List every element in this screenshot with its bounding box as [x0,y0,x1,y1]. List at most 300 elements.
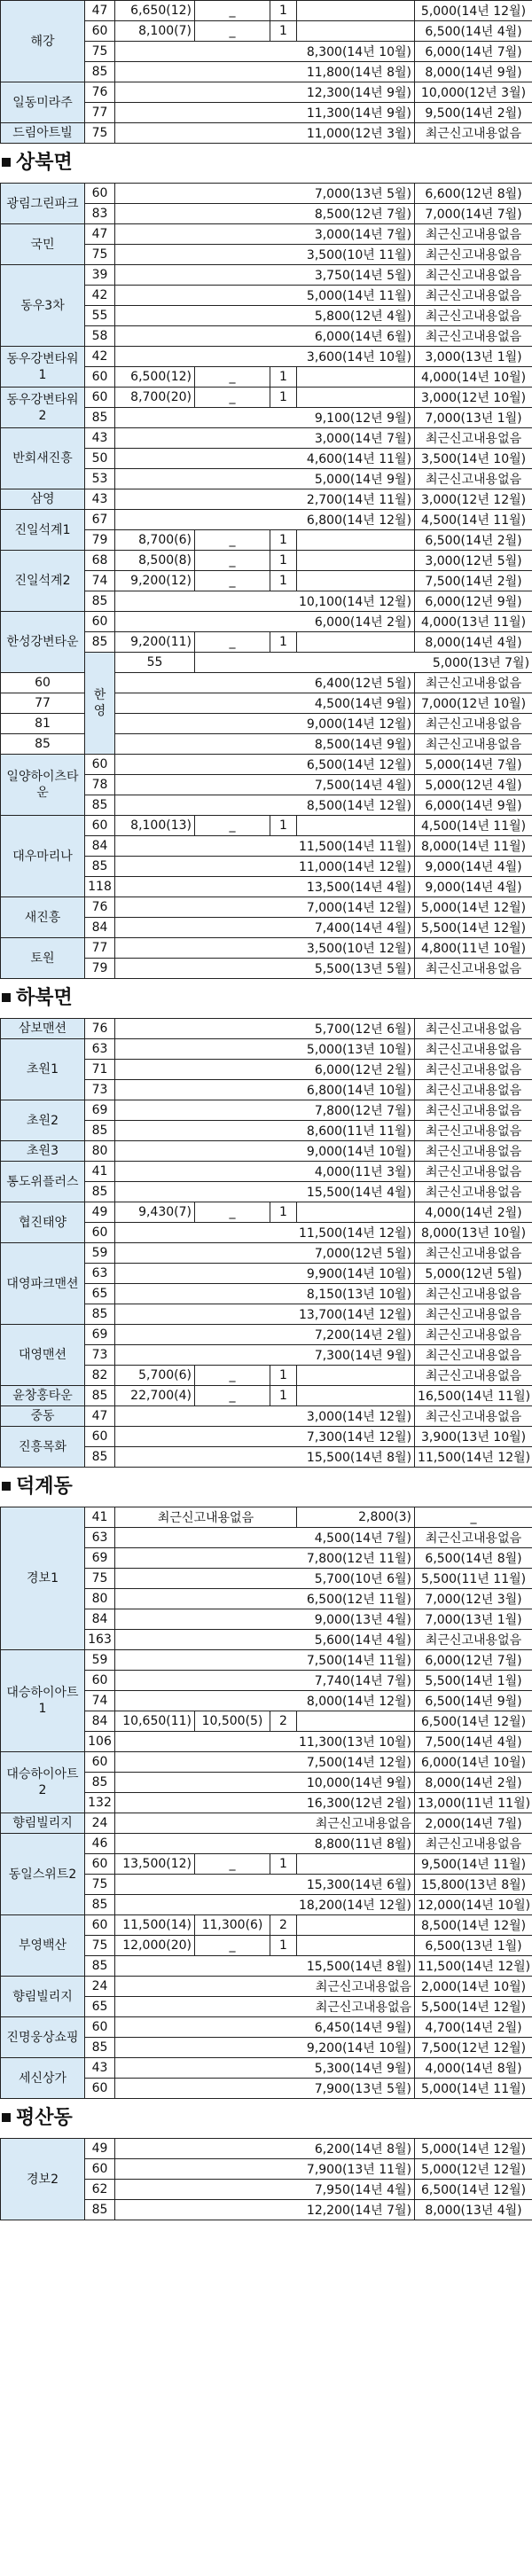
complex-name-cell: 협진태양 [1,1202,85,1243]
table-row [1,714,532,734]
complex-name-cell: 일양하이츠타운 [1,755,85,816]
sale-price-cell: 12,000(20) [115,1936,195,1956]
count-cell: 1 [270,1936,297,1956]
rent-price-cell: 최근신고내용없음 [415,1243,532,1264]
table-row [1,755,532,775]
complex-name-cell: 윤창홍타운 [1,1386,85,1406]
sale-price-cell: 8,500(8) [115,551,195,571]
sale-price-cell: 4,500(14년 7월) [115,1528,415,1548]
rent-price-cell: 최근신고내용없음 [415,1284,532,1304]
table-row [1,1427,532,1447]
sale-price-cell: 7,500(14년 11월) [115,1650,415,1671]
table-row [1,347,532,367]
sale-price-cell: 7,800(12년 11월) [115,1548,415,1569]
rent-price-cell: 6,500(14년 9월) [415,1691,532,1711]
rent-price-cell: 최근신고내용없음 [415,1100,532,1121]
complex-name-cell: 반회새진흥 [1,428,85,489]
rent-price-cell: 5,000(14년 11월) [415,2079,532,2099]
size-cell: 77 [85,103,115,123]
complex-name-cell: 향림빌리지 [1,1977,85,2017]
size-cell: 55 [115,653,195,673]
rent-price-cell: 5,000(14년 12월) [415,897,532,918]
complex-name-cell: 향림빌리지 [1,1813,85,1834]
rent-price-cell: 6,500(14년 2월) [415,530,532,551]
size-cell: 68 [85,551,115,571]
sale-price-cell: 6,000(14년 2월) [115,612,415,632]
size-cell: 47 [85,224,115,245]
rent-price-cell: 최근신고내용없음 [415,1141,532,1162]
table-row [1,612,532,632]
size-cell: 85 [85,1956,115,1977]
size-cell: 63 [85,1528,115,1548]
size-cell: 42 [85,347,115,367]
count-cell: 1 [270,530,297,551]
size-cell: 76 [85,1019,115,1039]
rent-price-cell: 7,000(13년 1월) [415,1609,532,1630]
size-cell: 43 [85,428,115,449]
rent-price-cell: 8,000(14년 9월) [415,62,532,82]
table-row [1,1019,532,1039]
size-cell: 74 [85,1691,115,1711]
sale-price-cell: 6,800(14년 10월) [115,1080,415,1100]
sale-price-cell: 9,200(12) [115,571,195,591]
rent-price-cell: 최근신고내용없음 [415,1630,532,1650]
table-row [1,816,532,836]
table-row [1,1650,532,1671]
size-cell: 75 [85,1936,115,1956]
size-cell: 41 [85,1507,115,1528]
rent-price-cell: 4,700(14년 2월) [415,2017,532,2038]
table-row [1,1915,532,1936]
sale-price-cell: _ [195,1202,270,1223]
sale-price-cell: 3,000(14년 7월) [115,224,415,245]
count-cell: 1 [270,1386,297,1406]
sale-price-cell: 8,100(13) [115,816,195,836]
sale-price-cell: 5,700(12년 6월) [115,1019,415,1039]
sale-price-cell: 4,600(14년 11월) [115,449,415,469]
rent-price-cell: 6,500(14년 4월) [415,21,532,42]
rent-price-cell: 6,600(12년 8월) [415,184,532,204]
empty-cell [297,1936,415,1956]
complex-name-cell: 진명웅상쇼핑 [1,2017,85,2058]
rent-price-cell: 최근신고내용없음 [415,1080,532,1100]
rent-price-cell: 5,500(11년 11월) [415,1569,532,1589]
sale-price-cell: 5,300(14년 9월) [115,2058,415,2079]
sale-price-cell: 8,300(14년 10월) [115,42,415,62]
size-cell: 84 [85,836,115,857]
rent-price-cell: 7,500(14년 2월) [415,571,532,591]
rent-price-cell: 3,000(12년 5월) [415,551,532,571]
table-row [1,1813,532,1834]
sale-price-cell: 7,200(14년 2월) [115,1325,415,1345]
complex-name-cell: 대승하이아트2 [1,1752,85,1813]
sale-price-cell: 최근신고내용없음 [115,1997,415,2017]
rent-price-cell: 6,500(14년 12월) [415,2180,532,2200]
complex-name-cell: 동우강변타워2 [1,388,85,428]
table-row [1,224,532,245]
rent-price-cell: 6,000(14년 10월) [415,1752,532,1773]
sale-price-cell: 9,000(14년 10월) [115,1141,415,1162]
rent-price-cell: 최근신고내용없음 [415,1406,532,1427]
sale-price-cell: 5,600(14년 4월) [115,1630,415,1650]
table-row [1,388,532,408]
size-cell: 63 [85,1039,115,1060]
complex-name-cell: 진흥목화 [1,1427,85,1468]
size-cell: 75 [85,123,115,144]
size-cell: 77 [85,938,115,959]
rent-price-cell: 7,000(12년 10월) [415,693,532,714]
size-cell: 60 [85,2017,115,2038]
sale-price-cell: 8,700(20) [115,388,195,408]
rent-price-cell: 3,000(12년 12월) [415,489,532,510]
sale-price-cell: 3,500(10년 11월) [115,245,415,265]
sale-price-cell: 7,500(14년 4월) [115,775,415,795]
sale-price-cell: 6,800(14년 12월) [115,510,415,530]
rent-price-cell: 7,000(12년 3월) [415,1589,532,1609]
size-cell: 60 [85,612,115,632]
sale-price-cell: 15,500(14년 8월) [115,1447,415,1468]
empty-cell [297,530,415,551]
rent-price-cell: 최근신고내용없음 [415,1366,532,1386]
complex-name-cell: 드림아트빌 [1,123,85,144]
sale-price-cell: _ [195,551,270,571]
rent-price-cell: 8,500(14년 12월) [415,1915,532,1936]
empty-cell [297,367,415,388]
size-cell: 84 [85,918,115,938]
count-cell: 1 [270,551,297,571]
sale-price-cell: 11,300(13년 10월) [115,1732,415,1752]
sale-price-cell: 3,600(14년 10월) [115,347,415,367]
size-cell: 85 [85,591,115,612]
rent-price-cell: 4,800(11년 10월) [415,938,532,959]
size-cell: 24 [85,1977,115,1997]
rent-price-cell: 최근신고내용없음 [415,734,532,755]
sale-price-cell: 7,000(13년 5월) [115,184,415,204]
sale-price-cell: 16,300(12년 2월) [115,1793,415,1813]
complex-name-cell: 일동미라주 [1,82,85,123]
complex-name-cell: 경보2 [1,2139,85,2220]
sale-price-cell: 6,650(12) [115,1,195,21]
size-cell: 59 [85,1243,115,1264]
complex-name-cell: 한성강변타운 [1,612,85,673]
size-cell: 60 [85,1854,115,1875]
size-cell: 83 [85,204,115,224]
size-cell: 65 [85,1997,115,2017]
size-cell: 47 [85,1,115,21]
sale-price-cell: 6,000(12년 2월) [115,1060,415,1080]
sale-price-cell: 3,000(14년 12월) [115,1406,415,1427]
table-row [1,1243,532,1264]
price-table [0,2138,532,2220]
sale-price-cell: 7,300(14년 12월) [115,1427,415,1447]
size-cell: 60 [85,755,115,775]
sale-price-cell: 3,750(14년 5월) [115,265,415,286]
table-row [1,510,532,530]
sale-price-cell: 4,000(11년 3월) [115,1162,415,1182]
sale-price-cell: 8,800(11년 8월) [115,1834,415,1854]
complex-name-cell: 초원1 [1,1039,85,1100]
size-cell: 60 [85,1752,115,1773]
table-row [1,1,532,21]
sale-price-cell: 15,500(14년 4월) [115,1182,415,1202]
rent-price-cell: 4,000(14년 8월) [415,2058,532,2079]
sale-price-cell: 5,000(13년 7월) [195,653,532,673]
price-table [0,1507,532,2099]
count-cell: 1 [270,367,297,388]
price-table [0,183,532,979]
rent-price-cell: 3,900(13년 10월) [415,1427,532,1447]
sale-price-cell: 13,500(12) [115,1854,195,1875]
rent-price-cell: 13,000(11년 11월) [415,1793,532,1813]
size-cell: 69 [85,1325,115,1345]
rent-price-cell: 최근신고내용없음 [415,469,532,489]
size-cell: 58 [85,326,115,347]
sale-price-cell: 6,500(12) [115,367,195,388]
size-cell: 42 [85,286,115,306]
count-cell: 1 [270,632,297,653]
sale-price-cell: _ [195,1854,270,1875]
rent-price-cell: 10,000(12년 3월) [415,82,532,103]
sale-price-cell: 7,000(14년 12월) [115,897,415,918]
sale-price-cell: 8,500(12년 7월) [115,204,415,224]
rent-price-cell: 최근신고내용없음 [415,1019,532,1039]
table-row [1,734,532,755]
complex-name-cell: 한영 [85,653,115,755]
sale-price-cell: 9,000(14년 12월) [115,714,415,734]
table-row [1,1100,532,1121]
sale-price-cell: 11,500(14년 11월) [115,836,415,857]
complex-name-cell: 국민 [1,224,85,265]
rent-price-cell: 최근신고내용없음 [415,306,532,326]
sale-price-cell: 5,500(13년 5월) [115,959,415,979]
count-cell: 1 [270,1366,297,1386]
size-cell: 85 [85,2038,115,2058]
rent-price-cell: 9,500(14년 11월) [415,1854,532,1875]
sale-price-cell: 11,300(14년 9월) [115,103,415,123]
table-row [1,2139,532,2159]
section-title: 하북면 [0,979,532,1018]
rent-price-cell: 최근신고내용없음 [415,1834,532,1854]
empty-cell [297,388,415,408]
sale-price-cell: _ [195,367,270,388]
rent-price-cell: 4,000(14년 10월) [415,367,532,388]
sale-price-cell: 10,000(14년 9월) [115,1773,415,1793]
sale-price-cell: 5,800(12년 4월) [115,306,415,326]
empty-cell [297,1366,415,1386]
complex-name-cell: 진일석계1 [1,510,85,551]
size-cell: 43 [85,2058,115,2079]
sale-price-cell: 7,800(12년 7월) [115,1100,415,1121]
complex-name-cell: 토원 [1,938,85,979]
sale-price-cell: 5,700(10년 6월) [115,1569,415,1589]
size-cell: 69 [85,1100,115,1121]
size-cell: 85 [85,408,115,428]
size-cell: 163 [85,1630,115,1650]
sale-price-cell: 9,900(14년 10월) [115,1264,415,1284]
sale-price-cell: _ [195,571,270,591]
rent-price-cell: 최근신고내용없음 [415,959,532,979]
size-cell: 132 [85,1793,115,1813]
rent-price-cell: 최근신고내용없음 [415,1060,532,1080]
sale-price-cell: 13,500(14년 4월) [115,877,415,897]
sale-price-cell: 2,700(14년 11월) [115,489,415,510]
rent-price-cell: 5,000(12년 4월) [415,775,532,795]
sale-price-cell: 10,500(5) [195,1711,270,1732]
table-row [1,1202,532,1223]
rent-price-cell: 6,500(13년 1월) [415,1936,532,1956]
size-cell: 85 [85,1895,115,1915]
rent-price-cell: 8,000(13년 10월) [415,1223,532,1243]
sale-price-cell: _ [195,21,270,42]
sale-price-cell: 9,100(12년 9월) [115,408,415,428]
size-cell: 75 [85,245,115,265]
rent-price-cell: 8,000(13년 4월) [415,2200,532,2220]
size-cell: 60 [85,1915,115,1936]
size-cell: 53 [85,469,115,489]
size-cell: 82 [85,1366,115,1386]
size-cell: 46 [85,1834,115,1854]
sale-price-cell: 8,150(13년 10월) [115,1284,415,1304]
sale-price-cell: 5,700(6) [115,1366,195,1386]
size-cell: 50 [85,449,115,469]
size-cell: 77 [1,693,85,714]
complex-name-cell: 대영파크맨션 [1,1243,85,1325]
sale-price-cell: 11,800(14년 8월) [115,62,415,82]
sale-price-cell: _ [195,388,270,408]
size-cell: 85 [85,1386,115,1406]
sale-price-cell: 7,300(14년 9월) [115,1345,415,1366]
table-row [1,1406,532,1427]
size-cell: 60 [1,673,85,693]
section-title: 상북면 [0,144,532,183]
sale-price-cell: 7,500(14년 12월) [115,1752,415,1773]
rent-price-cell: 7,000(14년 7월) [415,204,532,224]
complex-name-cell: 새진흥 [1,897,85,938]
sale-price-cell: 15,500(14년 8월) [115,1956,415,1977]
empty-cell [297,1711,415,1732]
rent-price-cell: 최근신고내용없음 [415,1162,532,1182]
size-cell: 85 [85,1182,115,1202]
sale-price-cell: 8,500(14년 12월) [115,795,415,816]
sale-price-cell: 5,000(14년 9월) [115,469,415,489]
empty-cell [297,1,415,21]
size-cell: 80 [85,1589,115,1609]
rent-price-cell: 4,000(13년 11월) [415,612,532,632]
size-cell: 85 [85,1121,115,1141]
sale-price-cell: 6,500(12년 11월) [115,1589,415,1609]
rent-price-cell: 2,800(3) [297,1507,415,1528]
sale-price-cell: 22,700(4) [115,1386,195,1406]
sale-price-cell: 7,950(14년 4월) [115,2180,415,2200]
sale-price-cell: 7,900(13년 5월) [115,2079,415,2099]
sale-price-cell: 9,200(11) [115,632,195,653]
sale-price-cell: 11,000(14년 12월) [115,857,415,877]
rent-price-cell: 3,000(13년 1월) [415,347,532,367]
rent-price-cell: 7,500(14년 4월) [415,1732,532,1752]
table-row [1,1325,532,1345]
sale-price-cell: 3,500(10년 12월) [115,938,415,959]
sale-price-cell: 8,000(14년 12월) [115,1691,415,1711]
rent-price-cell: 5,500(14년 1월) [415,1671,532,1691]
size-cell: 71 [85,1060,115,1080]
size-cell: 75 [85,42,115,62]
rent-price-cell: 최근신고내용없음 [415,1182,532,1202]
sale-price-cell: 6,400(12년 5월) [115,673,415,693]
rent-price-cell: 3,500(14년 10월) [415,449,532,469]
table-row [1,1507,532,1528]
size-cell: 60 [85,2159,115,2180]
rent-price-cell: 최근신고내용없음 [415,714,532,734]
rent-price-cell: 최근신고내용없음 [415,1528,532,1548]
sale-price-cell: 최근신고내용없음 [115,1813,415,1834]
table-row [1,1977,532,1997]
size-cell: 85 [85,62,115,82]
size-cell: 24 [85,1813,115,1834]
table-row [1,1386,532,1406]
complex-name-cell: 부영백산 [1,1915,85,1977]
price-table [0,0,532,144]
size-cell: 73 [85,1080,115,1100]
rent-price-cell: 11,500(14년 12월) [415,1447,532,1468]
sale-price-cell: 8,700(6) [115,530,195,551]
rent-price-cell: 7,000(13년 1월) [415,408,532,428]
rent-price-cell: 5,000(12년 5월) [415,1264,532,1284]
table-row [1,1162,532,1182]
table-row [1,123,532,144]
sale-price-cell: _ [195,530,270,551]
empty-cell [297,21,415,42]
rent-price-cell: 최근신고내용없음 [415,1325,532,1345]
rent-price-cell: 8,000(14년 2월) [415,1773,532,1793]
table-row [1,1141,532,1162]
sale-price-cell: 11,000(12년 3월) [115,123,415,144]
empty-cell [297,816,415,836]
sale-price-cell: 8,500(14년 9월) [115,734,415,755]
sale-price-cell: 7,900(13년 11월) [115,2159,415,2180]
empty-cell [297,551,415,571]
rent-price-cell: 3,000(12년 10월) [415,388,532,408]
size-cell: 39 [85,265,115,286]
rent-price-cell: 최근신고내용없음 [415,1121,532,1141]
complex-name-cell: 동우강변타워1 [1,347,85,388]
size-cell: 75 [85,1569,115,1589]
size-cell: 79 [85,530,115,551]
rent-price-cell: 5,500(14년 12월) [415,1997,532,2017]
rent-price-cell: 최근신고내용없음 [415,1039,532,1060]
sale-price-cell: 6,500(14년 12월) [115,755,415,775]
sale-price-cell: 6,000(14년 6월) [115,326,415,347]
size-cell: 81 [1,714,85,734]
size-cell: 65 [85,1284,115,1304]
table-row [1,2017,532,2038]
size-cell: 85 [85,2200,115,2220]
sale-price-cell: 7,000(12년 5월) [115,1243,415,1264]
size-cell: 59 [85,1650,115,1671]
table-row [1,265,532,286]
sale-price-cell: 9,430(7) [115,1202,195,1223]
complex-name-cell: 광림그린파크 [1,184,85,224]
empty-cell [297,1915,415,1936]
sale-price-cell: 최근신고내용없음 [115,1507,297,1528]
sale-price-cell: 8,600(11년 11월) [115,1121,415,1141]
size-cell: 78 [85,775,115,795]
sale-price-cell: 3,000(14년 7월) [115,428,415,449]
sale-price-cell: 18,200(14년 12월) [115,1895,415,1915]
rent-price-cell: 5,000(14년 12월) [415,1,532,21]
rent-price-cell: 5,000(12년 12월) [415,2159,532,2180]
complex-name-cell: 대승하이아트1 [1,1650,85,1752]
size-cell: 85 [85,1304,115,1325]
